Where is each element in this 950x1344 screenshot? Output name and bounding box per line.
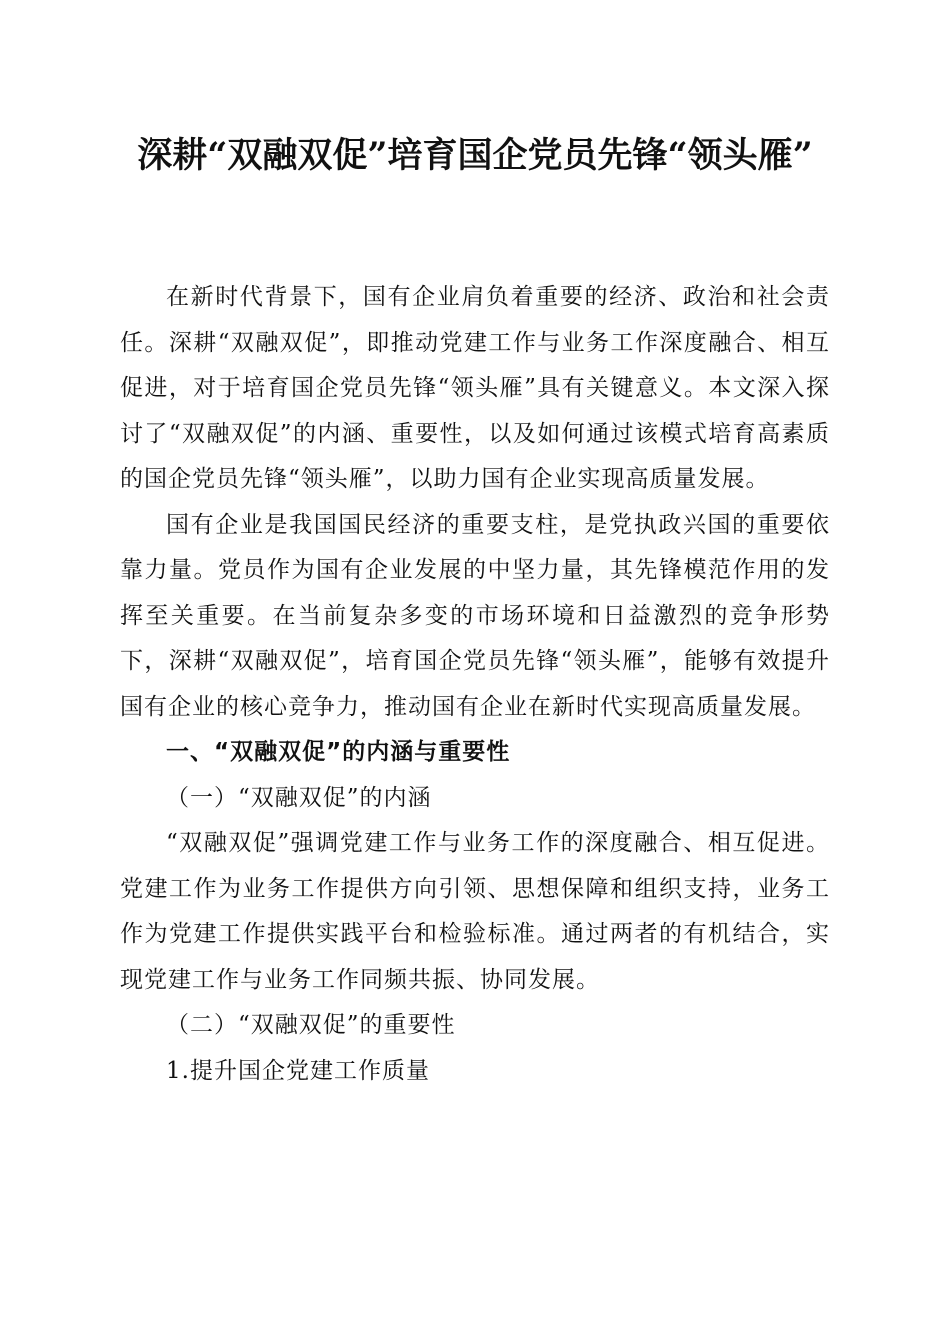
subsection-heading-2: （二）“双融双促”的重要性 xyxy=(166,1012,456,1038)
paragraph-intro: 在新时代背景下，国有企业肩负着重要的经济、政治和社会责任。深耕“双融双促”，即推动党建工作与业务工作深度融合、相互促进，对于培育国企党员先锋“领头雁”具有关键意义。本文深入探讨了“双融双促”的内涵、重要性，以及如何通过该模式培育高素质的国企党员先锋“领头雁”，以助力国有企业实现高质量发展。 xyxy=(120,284,830,492)
subsection-heading-1: （一）“双融双促”的内涵 xyxy=(166,784,432,811)
section-heading-1: 一、“双融双促”的内涵与重要性 xyxy=(166,739,511,765)
list-item-1: 1.提升国企党建工作质量 xyxy=(166,1057,430,1084)
paragraph-background: 国有企业是我国国民经济的重要支柱，是党执政兴国的重要依靠力量。党员作为国有企业发展的中坚力量，其先锋模范作用的发挥至关重要。在当前复杂多变的市场环境和日益激烈的竞争形势下，深耕“双融双促”，培育国企党员先锋“领头雁”，能够有效提升国有企业的核心竞争力，推动国有企业在新时代实现高质量发展。 xyxy=(120,511,830,720)
paragraph-connotation: “双融双促”强调党建工作与业务工作的深度融合、相互促进。党建工作为业务工作提供方向引领、思想保障和组织支持，业务工作为党建工作提供实践平台和检验标准。通过两者的有机结合，实现党建工作与业务工作同频共振、协同发展。 xyxy=(120,830,830,993)
document-body xyxy=(120,275,830,1094)
document-title: 深耕“双融双促”培育国企党员先锋“领头雁” xyxy=(137,135,813,176)
